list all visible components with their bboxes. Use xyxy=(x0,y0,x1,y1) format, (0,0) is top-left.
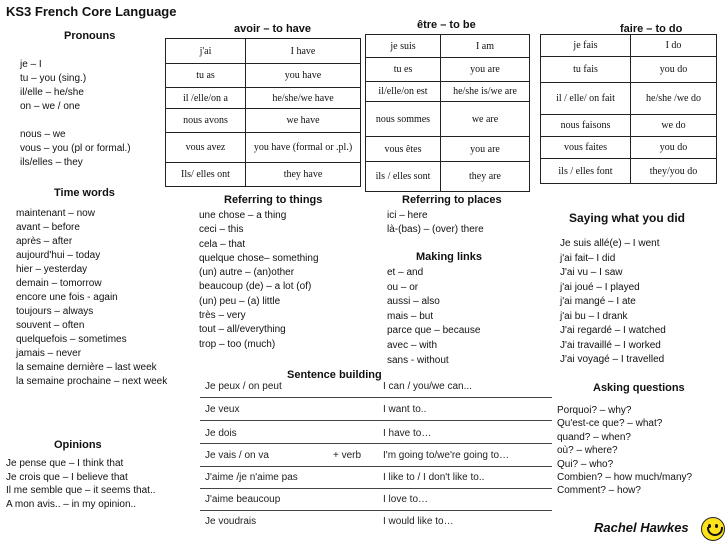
time-word-line: hier – yesterday xyxy=(16,264,88,275)
divider xyxy=(200,420,552,421)
vocab-line: Qui? – who? xyxy=(557,458,614,470)
vocab-line: Je suis allé(e) – I went xyxy=(560,238,660,249)
time-words-list xyxy=(16,207,167,389)
time-word-line: jamais – never xyxy=(16,348,82,359)
table-row xyxy=(541,57,717,83)
table-cell: he/she/we have xyxy=(246,88,361,109)
table-cell: they are xyxy=(441,162,530,192)
table-cell: j'ai xyxy=(166,39,246,64)
table-cell: they/you do xyxy=(631,159,717,184)
pronoun-line: je – I xyxy=(20,59,42,70)
vocab-line: (un) peu – (a) little xyxy=(199,295,281,307)
plus-verb-label: + verb xyxy=(333,450,362,461)
table-row xyxy=(541,159,717,184)
sentence-building-heading: Sentence building xyxy=(287,369,382,381)
table-cell: we are xyxy=(441,102,530,137)
vocab-line: parce que – because xyxy=(387,325,481,337)
divider xyxy=(200,397,552,398)
etre-heading: être – to be xyxy=(417,19,476,31)
vocab-line: Il me semble que – it seems that.. xyxy=(6,485,156,496)
table-cell: we do xyxy=(631,115,717,137)
table-row xyxy=(366,58,530,82)
table-cell: vous faites xyxy=(541,137,631,159)
pronoun-line: on – we / one xyxy=(20,101,81,112)
table-cell: I have xyxy=(246,39,361,64)
vocab-line: mais – but xyxy=(387,310,434,322)
time-word-line: quelquefois – sometimes xyxy=(16,334,127,345)
vocab-line: Comment? – how? xyxy=(557,485,641,497)
asking-questions-heading: Asking questions xyxy=(593,382,685,394)
vocab-line: j'ai bu – I drank xyxy=(560,310,628,322)
sentence-meaning: I want to.. xyxy=(383,404,427,415)
sentence-meaning: I like to / I don't like to.. xyxy=(383,472,485,483)
table-cell: you have xyxy=(246,64,361,88)
referring-things-list xyxy=(199,209,319,352)
vocab-line: J'ai vu – I saw xyxy=(560,267,623,278)
vocab-line: Porquoi? – why? xyxy=(557,405,632,416)
table-cell: vous avez xyxy=(166,133,246,163)
table-cell: tu as xyxy=(166,64,246,88)
saying-did-heading: Saying what you did xyxy=(569,211,686,225)
vocab-line: tout – all/everything xyxy=(199,324,286,336)
time-word-line: la semaine dernière – last week xyxy=(16,362,157,373)
avoir-heading: avoir – to have xyxy=(234,23,312,35)
table-row xyxy=(166,64,361,88)
table-row xyxy=(166,163,361,187)
table-cell: he/she is/we are xyxy=(441,82,530,102)
divider xyxy=(200,510,552,511)
table-cell: il /elle/on a xyxy=(166,88,246,109)
table-row xyxy=(366,102,530,137)
page-title: KS3 French Core Language xyxy=(6,4,177,19)
vocab-line: une chose – a thing xyxy=(199,210,287,221)
table-row xyxy=(166,39,361,64)
table-row xyxy=(166,109,361,133)
vocab-line: J'ai regardé – I watched xyxy=(560,325,666,336)
opinions-list xyxy=(6,457,156,511)
vocab-line: avec – with xyxy=(387,339,438,351)
vocab-line: Combien? – how much/many? xyxy=(557,472,693,484)
vocab-line: quelque chose– something xyxy=(199,252,319,264)
table-cell: you do xyxy=(631,137,717,159)
vocab-line: Je crois que – I believe that xyxy=(6,471,128,483)
time-word-line: demain – tomorrow xyxy=(16,278,102,289)
pronoun-line: il/elle – he/she xyxy=(20,87,84,98)
vocab-line: où? – where? xyxy=(557,445,618,457)
table-row xyxy=(166,133,361,163)
referring-places-heading: Referring to places xyxy=(402,194,502,206)
pronoun-line: tu – you (sing.) xyxy=(20,73,87,84)
making-links-heading: Making links xyxy=(416,251,483,263)
divider xyxy=(200,488,552,489)
table-cell: je fais xyxy=(541,35,631,57)
referring-things-heading: Referring to things xyxy=(224,194,323,206)
avoir-table xyxy=(165,38,361,187)
author-name: Rachel Hawkes xyxy=(594,520,689,535)
table-cell: you are xyxy=(441,58,530,82)
time-word-line: avant – before xyxy=(16,222,80,233)
time-word-line: la semaine prochaine – next week xyxy=(16,376,168,387)
time-word-line: souvent – often xyxy=(16,320,85,331)
table-cell: tu fais xyxy=(541,57,631,83)
sentence-starter: Je voudrais xyxy=(205,516,257,527)
vocab-line: j'ai joué – I played xyxy=(560,281,640,293)
vocab-line: Je pense que – I think that xyxy=(6,458,124,469)
making-links-list xyxy=(387,266,480,368)
vocab-line: ou – or xyxy=(387,281,419,293)
pronouns-heading: Pronouns xyxy=(64,30,116,42)
table-cell: vous êtes xyxy=(366,137,441,162)
sentence-starter: Je dois xyxy=(205,428,237,439)
vocab-line: (un) autre – (an)other xyxy=(199,267,295,279)
mouth-icon xyxy=(707,527,723,536)
table-cell: il/elle/on est xyxy=(366,82,441,102)
referring-places-list xyxy=(387,209,484,237)
divider xyxy=(200,466,552,467)
table-row xyxy=(541,115,717,137)
table-row xyxy=(366,35,530,58)
table-cell: ils / elles sont xyxy=(366,162,441,192)
table-cell: I do xyxy=(631,35,717,57)
table-cell: Ils/ elles ont xyxy=(166,163,246,187)
sentence-starter: J'aime /je n'aime pas xyxy=(205,472,298,483)
sentence-meaning: I have to… xyxy=(383,428,432,439)
table-row xyxy=(166,88,361,109)
table-cell: nous faisons xyxy=(541,115,631,137)
time-word-line: aujourd'hui – today xyxy=(16,250,101,261)
table-row xyxy=(366,162,530,192)
sentence-meaning: I can / you/we can... xyxy=(383,381,472,392)
table-cell: we have xyxy=(246,109,361,133)
pronoun-line xyxy=(20,114,131,128)
opinions-heading: Opinions xyxy=(54,439,102,451)
sentence-meaning: I would like to… xyxy=(383,516,454,527)
table-cell: je suis xyxy=(366,35,441,58)
vocab-line: J'ai travaillé – I worked xyxy=(560,339,661,351)
table-cell: you do xyxy=(631,57,717,83)
table-cell: they have xyxy=(246,163,361,187)
time-word-line: toujours – always xyxy=(16,306,94,317)
time-words-heading: Time words xyxy=(54,187,115,199)
vocab-line: j'ai mangé – I ate xyxy=(560,296,636,307)
vocab-line: aussi – also xyxy=(387,296,440,308)
time-word-line: après – after xyxy=(16,236,73,247)
vocab-line: j'ai fait– I did xyxy=(560,252,616,264)
sentence-starter: Je veux xyxy=(205,404,240,415)
sentence-starter: Je peux / on peut xyxy=(205,381,282,392)
table-cell: il / elle/ on fait xyxy=(541,83,631,115)
vocab-line: A mon avis.. – in my opinion.. xyxy=(6,498,137,510)
pronoun-line: vous – you (pl or formal.) xyxy=(20,143,131,154)
vocab-line: quand? – when? xyxy=(557,431,631,443)
time-word-line: maintenant – now xyxy=(16,208,95,219)
table-row xyxy=(541,137,717,159)
table-cell: tu es xyxy=(366,58,441,82)
pronoun-line: nous – we xyxy=(20,129,66,140)
table-cell: you are xyxy=(441,137,530,162)
table-cell: you have (formal or .pl.) xyxy=(246,133,361,163)
vocab-line: et – and xyxy=(387,267,424,278)
vocab-line: trop – too (much) xyxy=(199,338,276,350)
table-cell: nous sommes xyxy=(366,102,441,137)
sentence-starter: Je vais / on va xyxy=(205,450,269,461)
table-row xyxy=(366,82,530,102)
etre-table xyxy=(365,34,530,192)
vocab-line: cela – that xyxy=(199,238,246,250)
faire-table xyxy=(540,34,717,184)
pronoun-line: ils/elles – they xyxy=(20,157,83,168)
table-row xyxy=(541,35,717,57)
sentence-starter: J'aime beaucoup xyxy=(205,494,281,505)
table-row xyxy=(366,137,530,162)
vocab-line: sans - without xyxy=(387,354,449,366)
vocab-line: Qu'est-ce que? – what? xyxy=(557,418,663,430)
vocab-line: là-(bas) – (over) there xyxy=(387,224,484,235)
vocab-line: très – very xyxy=(199,310,246,322)
divider xyxy=(200,443,552,444)
table-cell: ils / elles font xyxy=(541,159,631,184)
vocab-line: ici – here xyxy=(387,210,428,221)
table-cell: he/she /we do xyxy=(631,83,717,115)
table-row xyxy=(541,83,717,115)
saying-did-list xyxy=(560,237,666,368)
vocab-line: beaucoup (de) – a lot (of) xyxy=(199,281,312,293)
table-cell: I am xyxy=(441,35,530,58)
pronouns-list xyxy=(20,58,131,170)
vocab-line: ceci – this xyxy=(199,224,244,236)
smiley-icon xyxy=(701,517,725,541)
sentence-meaning: I'm going to/we're going to… xyxy=(383,450,510,461)
vocab-line: J'ai voyagé – I travelled xyxy=(560,354,665,365)
time-word-line: encore une fois - again xyxy=(16,292,118,303)
table-cell: nous avons xyxy=(166,109,246,133)
faire-heading: faire – to do xyxy=(620,23,683,35)
asking-questions-list xyxy=(557,404,692,498)
sentence-meaning: I love to… xyxy=(383,494,429,505)
